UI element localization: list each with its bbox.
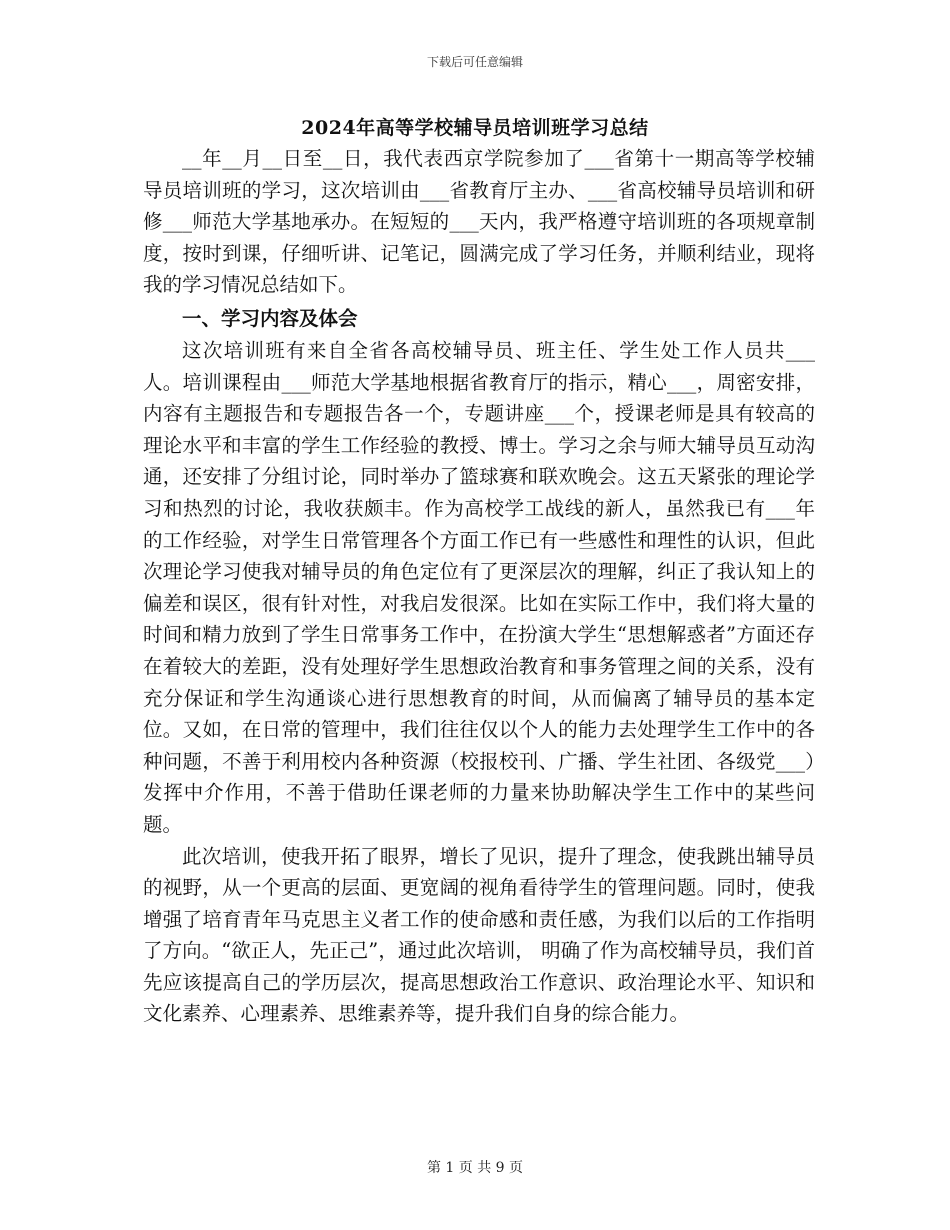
page-number: 第 1 页 共 9 页 [426,1160,524,1176]
section-body [143,335,815,1030]
section-heading: 一、学习内容及体会 [182,307,358,330]
intro-paragraph-block [143,143,815,301]
header-note: 下载后可任意编辑 [426,55,523,69]
document-title: 2024年高等学校辅导员培训班学习总结 [301,117,649,139]
section-paragraph-2: 此次培训，使我开拓了眼界，增长了见识，提升了理念，使我跳出辅导员的视野，从一个更高的层面、更宽阔的视角看待学生的管理问题。同时，使我增强了培育青年马克思主义者工作的使命感和责任感，为我们以后的工作指明了方向。“欲正人，先正己”，通过此次培训， 明确了作为高校辅导员，我们首先应该提高自己的学历层次，提高思想政治工作意识、政治理论水平、知识和文化素养、心理素养、思维素养等，提升我们自身的综合能力。 [143,844,815,1026]
intro-paragraph: __年__月__日至__日，我代表西京学院参加了___省第十一期高等学校辅导员培训班的学习，这次培训由___省教育厅主办、___省高校辅导员培训和研修___师范大学基地承办。在短短的___天内，我严格遵守培训班的各项规章制度，按时到课，仔细听讲、记笔记，圆满完成了学习任务，并顺利结业，现将我的学习情况总结如下。 [143,147,815,297]
section-paragraph-1: 这次培训班有来自全省各高校辅导员、班主任、学生处工作人员共___人。培训课程由___师范大学基地根据省教育厅的指示，精心___，周密安排，内容有主题报告和专题报告各一个，专题讲座___个，授课老师是具有较高的理论水平和丰富的学生工作经验的教授、博士。学习之余与师大辅导员互动沟通，还安排了分组讨论，同时举办了篮球赛和联欢晚会。这五天紧张的理论学习和热烈的讨论，我收获颇丰。作为高校学工战线的新人，虽然我已有___年的工作经验，对学生日常管理各个方面工作已有一些感性和理性的认识，但此次理论学习使我对辅导员的角色定位有了更深层次的理解，纠正了我认知上的偏差和误区，很有针对性，对我启发很深。比如在实际工作中，我们将大量的时间和精力放到了学生日常事务工作中，在扮演大学生“思想解惑者”方面还存在着较大的差距，没有处理好学生思想政治教育和事务管理之间的关系，没有充分保证和学生沟通谈心进行思想教育的时间，从而偏离了辅导员的基本定位。又如，在日常的管理中，我们往往仅以个人的能力去处理学生工作中的各种问题，不善于利用校内各种资源（校报校刊、广播、学生社团、各级党___）发挥中介作用，不善于借助任课老师的力量来协助解决学生工作中的某些问题。 [143,339,815,836]
